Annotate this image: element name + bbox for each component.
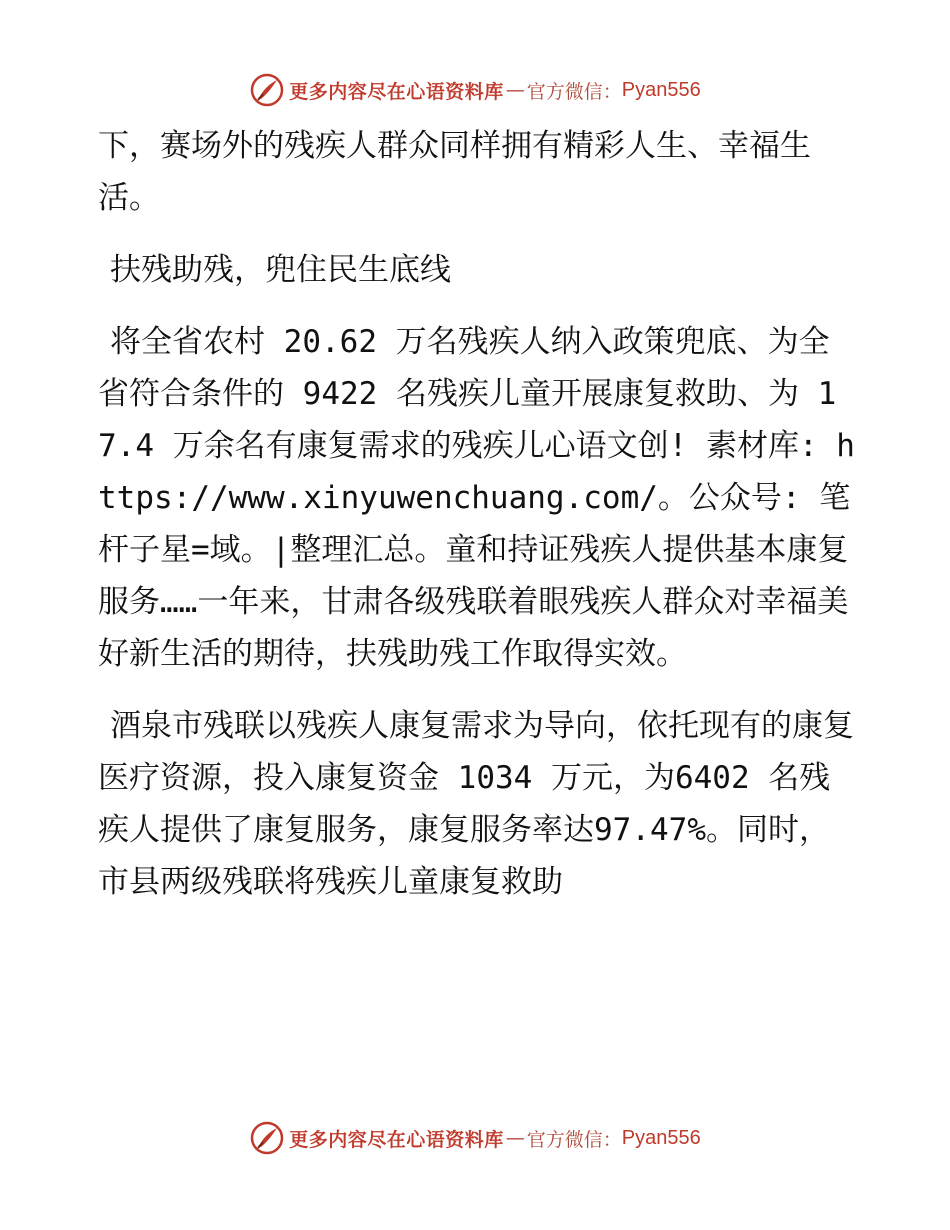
footer-banner: [0, 1118, 950, 1158]
header-banner: [0, 70, 950, 110]
header-wechat-id: Pyan556: [621, 78, 701, 101]
header-wechat-label: 官方微信：: [526, 80, 622, 103]
paragraph-2: 将全省农村 20.62 万名残疾人纳入政策兜底、为全省符合条件的 9422 名残疾儿童开展康复救助、为 17.4 万余名有康复需求的残疾儿心语文创! 素材库: https://www.xinyuwenchuang.com/。公众号: 笔杆子星=域。|整理汇总。童和持证残疾人提供基本康复服务……一年来，甘肃各级残联着眼残疾人群众对幸福美好新生活的期待，扶残助残工作取得实效。: [98, 324, 855, 672]
document-body: [98, 120, 858, 928]
header-separator: —: [505, 79, 525, 101]
footer-separator: —: [505, 1127, 525, 1149]
footer-wechat-id: Pyan556: [621, 1126, 701, 1149]
quill-logo-icon: [249, 1120, 285, 1156]
footer-wechat-label: 官方微信：: [526, 1128, 622, 1151]
header-banner-text: 更多内容尽在心语资料库: [289, 80, 504, 103]
paragraph-1: 下，赛场外的残疾人群众同样拥有精彩人生、幸福生活。: [98, 128, 811, 216]
quill-logo-icon: [249, 72, 285, 108]
footer-banner-text: 更多内容尽在心语资料库: [289, 1128, 504, 1151]
paragraph-3: 酒泉市残联以残疾人康复需求为导向，依托现有的康复医疗资源，投入康复资金 1034 万元，为6402 名残疾人提供了康复服务，康复服务率达97.47%。同时，市县两级残联将残疾儿童康复救助: [98, 708, 854, 900]
section-heading: 扶残助残，兜住民生底线: [110, 252, 451, 288]
